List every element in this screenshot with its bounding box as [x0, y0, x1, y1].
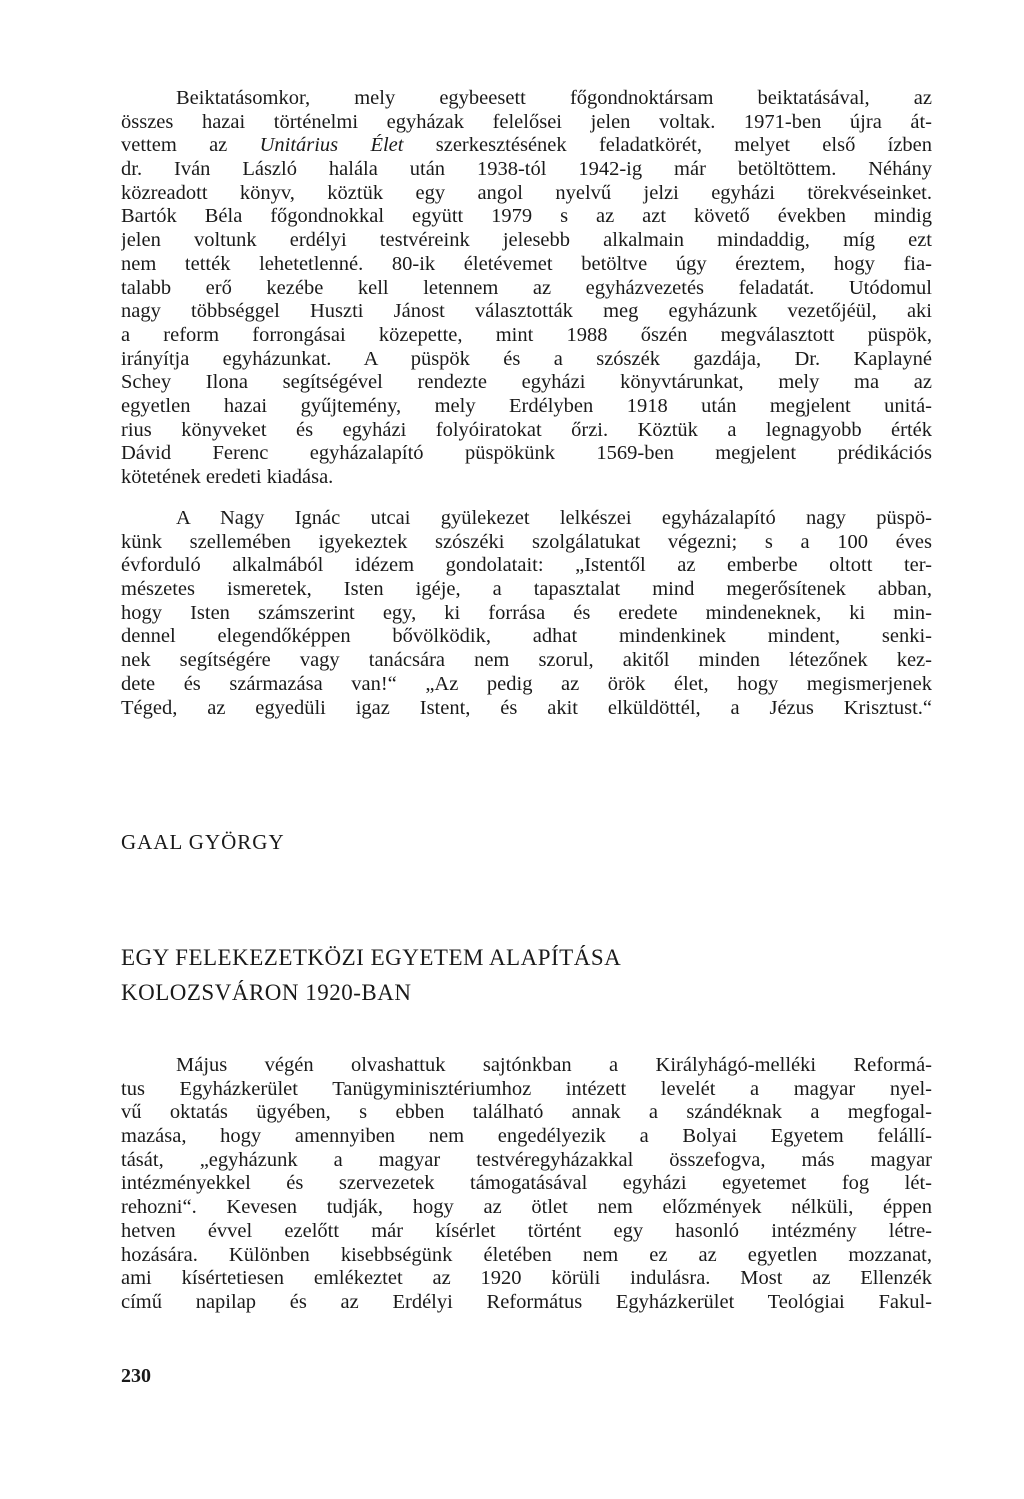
- text-line: hetven évvel ezelőtt már kísérlet történt egy hasonló intézmény létre-: [121, 1219, 932, 1242]
- text-line: rehozni“. Kevesen tudják, hogy az ötlet nem előzmények nélküli, éppen: [121, 1196, 932, 1219]
- text-line: mazása, hogy amennyiben nem engedélyezik a Bolyai Egyetem felállí-: [121, 1125, 932, 1148]
- title-line: KOLOZSVÁRON 1920-BAN: [121, 980, 412, 1005]
- text-line: intézményekkel és szervezetek támogatásával egyházi egyetemet fog lét-: [121, 1172, 932, 1195]
- text-line: Téged, az egyedüli igaz Istent, és akit elküldöttél, a Jézus Krisztust.“: [121, 696, 932, 719]
- article-title: [121, 940, 621, 1010]
- text-line: A Nagy Ignác utcai gyülekezet lelkészei egyházalapító nagy püspö-: [176, 507, 932, 529]
- text-line: vű oktatás ügyében, s ebben található annak a szándéknak a megfogal-: [121, 1101, 932, 1124]
- text-line: Dávid Ferenc egyházalapító püspökünk 1569-ben megjelent prédikációs: [121, 442, 932, 465]
- text-line: Schey Ilona segítségével rendezte egyházi könyvtárunkat, mely ma az: [121, 371, 932, 394]
- text-line: kötetének eredeti kiadása.: [121, 466, 334, 488]
- text-line: közreadott könyv, köztük egy angol nyelvű jelzi egyházi törekvéseinket.: [121, 181, 932, 204]
- title-line: EGY FELEKEZETKÖZI EGYETEM ALAPÍTÁSA: [121, 945, 622, 970]
- text-line: dete és származása van!“ „Az pedig az örök élet, hogy megismerjenek: [121, 672, 932, 695]
- page-number: 230: [121, 1365, 151, 1387]
- text-line: nagy többséggel Huszti Jánost választották meg egyházunk vezetőjéül, aki: [121, 300, 932, 323]
- text-line: hozására. Különben kisebbségünk életében nem ez az egyetlen mozzanat,: [121, 1243, 932, 1266]
- text-line: künk szellemében igyekeztek szószéki szolgálatukat végezni; s a 100 éves: [121, 530, 932, 553]
- paragraph-article-intro: [121, 1054, 932, 1315]
- text-line: tus Egyházkerület Tanügyminisztériumhoz intézett levelét a magyar nyel-: [121, 1077, 932, 1100]
- text-line: Beiktatásomkor, mely egybeesett főgondnoktársam beiktatásával, az: [176, 87, 932, 109]
- text-line: dennel elegendőképpen bővölködik, adhat mindenkinek mindent, senki-: [121, 625, 932, 648]
- text-line: irányítja egyházunkat. A püspök és a szószék gazdája, Dr. Kaplayné: [121, 347, 932, 370]
- text-line: Bartók Béla főgondnokkal együtt 1979 s az azt követő években mindig: [121, 205, 932, 228]
- text-line: dr. Iván László halála után 1938-tól 1942-ig már betöltöttem. Néhány: [121, 158, 932, 181]
- text-line: nem tették lehetetlenné. 80-ik életévemet betöltve úgy éreztem, hogy fia-: [121, 252, 932, 275]
- journal-title: Unitárius Élet: [259, 134, 404, 157]
- text-line: talabb erő kezébe kell letennem az egyházvezetés feladatát. Utódomul: [121, 276, 932, 299]
- paragraph-unitarian-church: [121, 87, 932, 490]
- text-line: a reform forrongásai közepette, mint 1988 őszén megválasztott püspök,: [121, 323, 932, 346]
- text-line: évforduló alkalmából idézem gondolatait: „Istentől az emberbe oltott ter-: [121, 554, 932, 577]
- paragraph-nagy-ignac-congregation: [121, 507, 932, 720]
- text-line: című napilap és az Erdélyi Református Egyházkerület Teológiai Fakul-: [121, 1290, 932, 1313]
- text-line: hogy Isten számszerint egy, ki forrása és eredete mindeneknek, ki min-: [121, 601, 932, 624]
- text-line: rius könyveket és egyházi folyóiratokat őrzi. Köztük a legnagyobb érték: [121, 418, 932, 441]
- text-line: nek segítségére vagy tanácsára nem szorul, akitől minden létezőnek kez-: [121, 649, 932, 672]
- text-line: jelen voltunk erdélyi testvéreink jelesebb alkalmain mindaddig, míg ezt: [121, 229, 932, 252]
- text-line: összes hazai történelmi egyházak felelősei jelen voltak. 1971-ben újra át-: [121, 110, 932, 133]
- text-line: mészetes ismeretek, Isten igéje, a tapasztalat mind megerősítenek abban,: [121, 578, 932, 601]
- text-line: ami kísértetiesen emlékeztet az 1920 körüli indulásra. Most az Ellenzék: [121, 1267, 932, 1290]
- text-line: egyetlen hazai gyűjtemény, mely Erdélyben 1918 után megjelent unitá-: [121, 394, 932, 417]
- text-line: tását, „egyházunk a magyar testvéregyházakkal összefogva, más magyar: [121, 1148, 932, 1171]
- article-author: GAAL GYÖRGY: [121, 830, 285, 854]
- text-line: vettem az Unitárius Élet szerkesztésének feladatkörét, melyet első ízben: [121, 134, 932, 157]
- text-line: Május végén olvashattuk sajtónkban a Királyhágó-melléki Reformá-: [176, 1054, 932, 1076]
